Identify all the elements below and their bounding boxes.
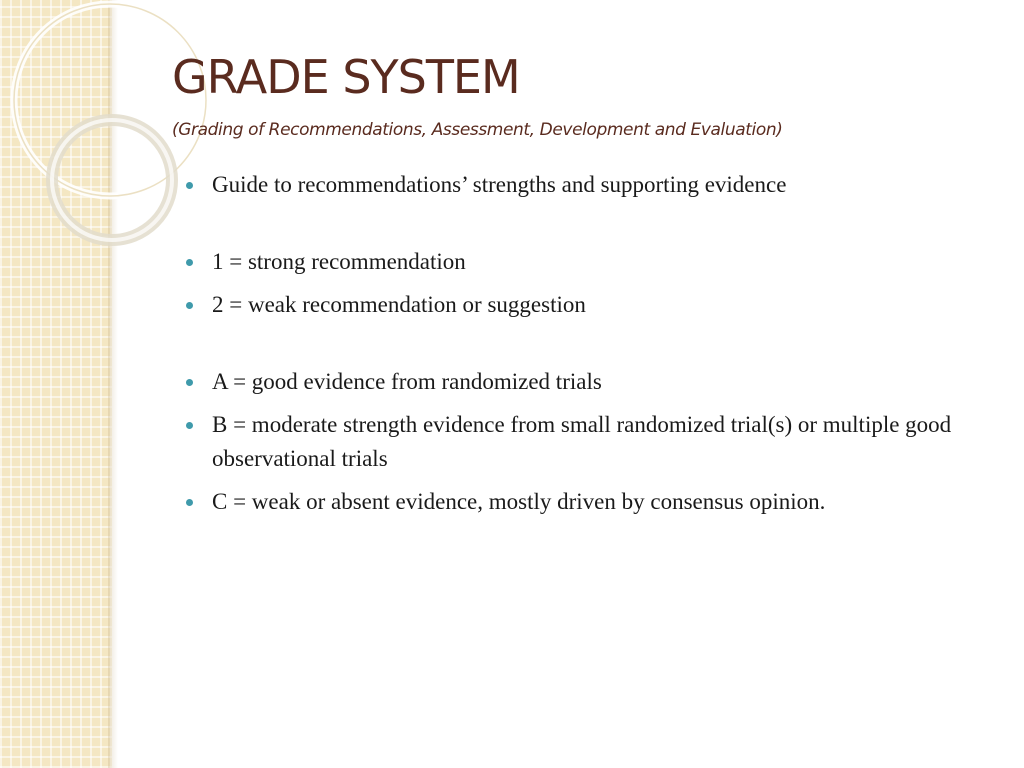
bullet-item: [184, 365, 974, 399]
bullet-dot-icon: [186, 259, 193, 266]
bullet-text: Guide to recommendations’ strengths and supporting evidence: [212, 172, 787, 197]
bullet-text: A = good evidence from randomized trials: [212, 369, 602, 394]
sidebar-pattern: [0, 0, 112, 768]
bullet-dot-icon: [186, 379, 193, 386]
sidebar-edge-shadow: [108, 0, 118, 768]
bullet-item: [184, 408, 974, 476]
bullet-item: [184, 245, 974, 279]
bullet-list: [184, 168, 974, 528]
bullet-dot-icon: [186, 422, 193, 429]
bullet-text: C = weak or absent evidence, mostly driven by consensus opinion.: [212, 489, 826, 514]
bullet-text: B = moderate strength evidence from small randomized trial(s) or multiple good observational trials: [212, 412, 952, 471]
slide-subtitle: (Grading of Recommendations, Assessment, Development and Evaluation): [172, 120, 783, 140]
bullet-dot-icon: [186, 499, 193, 506]
bullet-text: 1 = strong recommendation: [212, 249, 466, 274]
bullet-text: 2 = weak recommendation or suggestion: [212, 292, 586, 317]
bullet-item: [184, 485, 974, 519]
bullet-dot-icon: [186, 182, 193, 189]
bullet-dot-icon: [186, 302, 193, 309]
slide-title: GRADE SYSTEM: [172, 50, 520, 104]
bullet-item: [184, 288, 974, 322]
bullet-item: [184, 168, 974, 202]
